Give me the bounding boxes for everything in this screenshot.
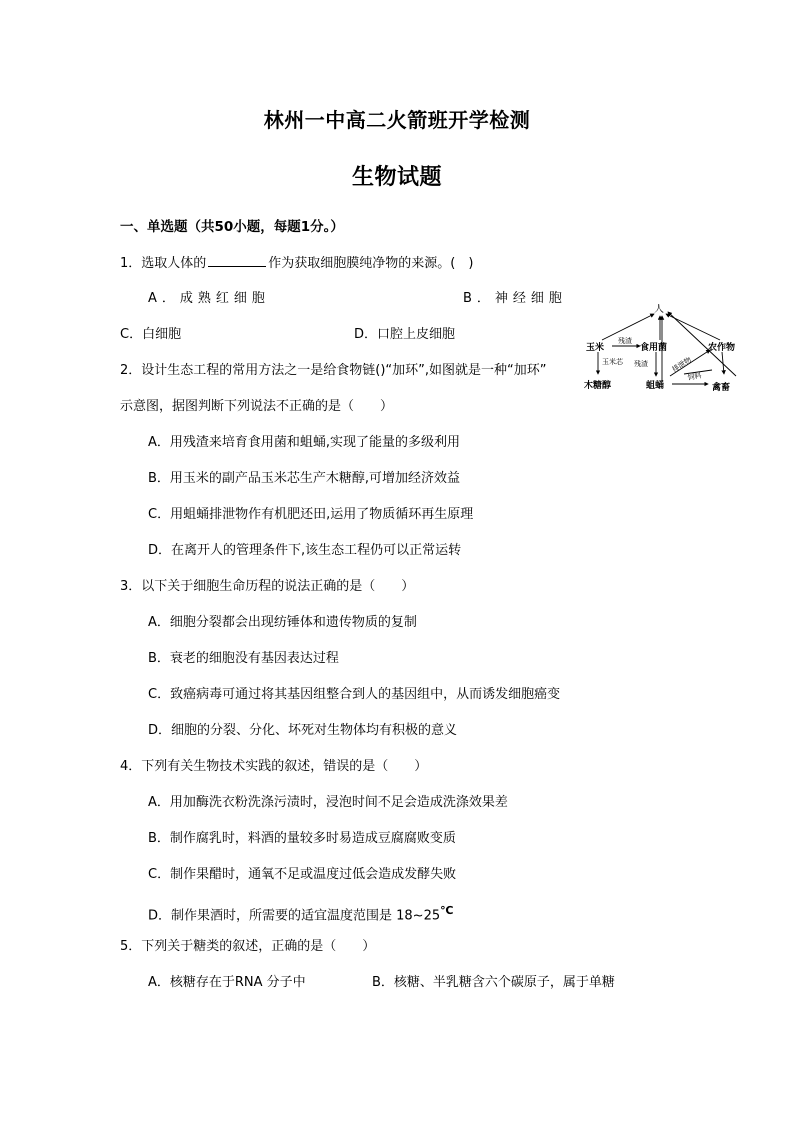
question-1-option-c: C．白细胞: [120, 327, 182, 342]
question-2-option-c: C．用蛆蛹排泄物作有机肥还田,运用了物质循环再生原理: [148, 507, 474, 522]
diagram-label-feed: 饲料: [686, 371, 703, 382]
diagram-label-crop: 农作物: [708, 343, 736, 353]
diagram-label-human: 人: [654, 304, 664, 315]
question-3-option-b: B．衰老的细胞没有基因表达过程: [148, 651, 339, 666]
question-2-option-a: A．用残渣来培育食用菌和蛆蛹,实现了能量的多级利用: [148, 435, 461, 450]
question-1-stem-part-a: 1．选取人体的: [120, 256, 207, 271]
question-3-option-a: A．细胞分裂都会出现纺锤体和遗传物质的复制: [148, 615, 417, 630]
question-4-option-a: A．用加酶洗衣粉洗涤污渍时，浸泡时间不足会造成洗涤效果差: [148, 795, 508, 810]
diagram-label-residue-1: 残渣: [618, 337, 632, 345]
question-2-option-b: B．用玉米的副产品玉米芯生产木糖醇,可增加经济效益: [148, 471, 461, 486]
question-4-option-b: B．制作腐乳时，料酒的量较多时易造成豆腐腐败变质: [148, 831, 456, 846]
question-2-stem-line-2: 示意图，据图判断下列说法不正确的是（ ）: [120, 399, 394, 414]
question-4-option-c: C．制作果醋时，通氧不足或温度过低会造成发酵失败: [148, 867, 457, 882]
question-1-option-b: B．神经细胞: [463, 291, 567, 306]
diagram-label-corncob: 玉米芯: [602, 358, 623, 366]
diagram-label-fungus: 食用菌: [640, 343, 668, 353]
diagram-label-corn: 玉米: [586, 343, 605, 353]
question-2-option-d: D．在离开人的管理条件下,该生态工程仍可以正常运转: [148, 543, 462, 558]
question-3-option-d: D．细胞的分裂、分化、坏死对生物体均有积极的意义: [148, 723, 458, 738]
celsius-unit: ℃: [440, 904, 454, 917]
diagram-label-excreta: 排泄物: [670, 355, 693, 374]
diagram-label-livestock: 禽畜: [712, 383, 731, 393]
question-4-option-d: [148, 902, 453, 925]
question-5-option-a: A．核糖存在于RNA 分子中: [148, 975, 306, 990]
question-2-stem-line-1: 2．设计生态工程的常用方法之一是给食物链()“加环”,如图就是一种“加环”: [120, 363, 547, 378]
diagram-label-residue-2: 残渣: [634, 360, 648, 368]
question-1-stem: [120, 254, 473, 273]
question-1-option-a: A．成熟红细胞: [148, 291, 270, 306]
question-1-stem-part-b: 作为获取细胞膜纯净物的来源。( ): [268, 256, 474, 271]
exam-title: 林州一中高二火箭班开学检测: [263, 108, 531, 132]
question-5-stem: 5．下列关于糖类的叙述，正确的是（ ）: [120, 939, 376, 954]
question-1-option-d: D．口腔上皮细胞: [354, 327, 456, 342]
question-5-option-b: B．核糖、半乳糖含六个碳原子，属于单糖: [372, 975, 615, 990]
section-heading: 一、单选题（共50小题，每题1分。）: [120, 219, 344, 235]
diagram-label-xylitol: 木糖醇: [584, 381, 612, 391]
ecology-diagram: [584, 304, 746, 396]
question-3-option-c: C．致癌病毒可通过将其基因组整合到人的基因组中，从而诱发细胞癌变: [148, 687, 561, 702]
answer-blank: [208, 254, 266, 267]
diagram-label-maggot: 蛆蛹: [646, 381, 665, 391]
question-4-stem: 4．下列有关生物技术实践的叙述，错误的是（ ）: [120, 759, 428, 774]
question-3-stem: 3．以下关于细胞生命历程的说法正确的是（ ）: [120, 579, 415, 594]
exam-subtitle: 生物试题: [351, 165, 442, 190]
question-4-option-d-text: D．制作果酒时，所需要的适宜温度范围是 18~25: [148, 908, 441, 924]
